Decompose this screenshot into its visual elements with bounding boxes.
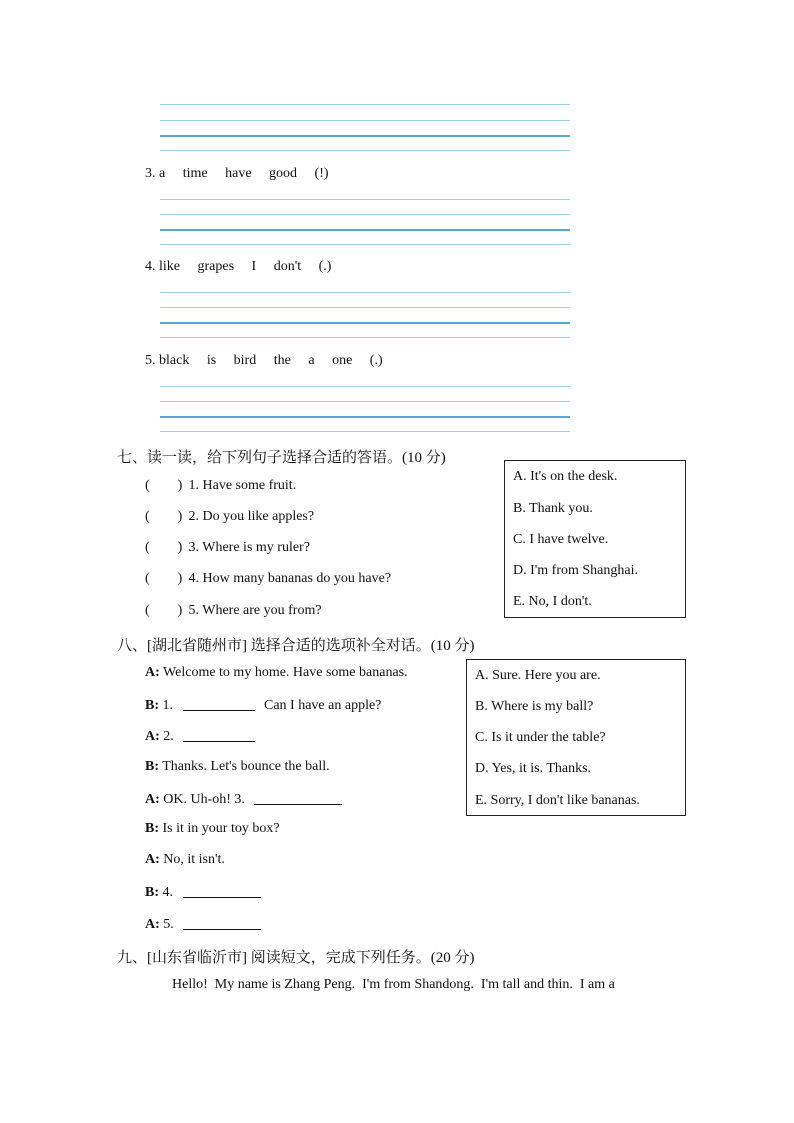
writing-lines-5[interactable] bbox=[160, 386, 570, 432]
answer-blank[interactable] bbox=[183, 696, 255, 711]
reorder-item-3 bbox=[145, 166, 343, 182]
answer-blank[interactable] bbox=[183, 727, 255, 742]
option-item: B. Thank you. bbox=[513, 501, 593, 516]
word: have bbox=[225, 166, 252, 181]
speaker: B: bbox=[145, 821, 159, 836]
dialogue-line bbox=[145, 727, 261, 745]
word: like bbox=[159, 259, 180, 274]
question-text: 3. Where is my ruler? bbox=[188, 540, 310, 555]
word: one bbox=[332, 353, 353, 368]
word: black bbox=[159, 353, 190, 368]
option-item: A. It's on the desk. bbox=[513, 469, 618, 484]
speaker: B: bbox=[145, 698, 159, 713]
options-box-8 bbox=[466, 659, 686, 816]
dialogue-line bbox=[145, 883, 267, 901]
answer-bracket[interactable]: ( ) bbox=[145, 571, 183, 586]
option-item: C. Is it under the table? bbox=[475, 730, 606, 745]
section-9-title: 九、[山东省临沂市] 阅读短文，完成下列任务。(20 分) bbox=[117, 950, 475, 966]
word: bird bbox=[233, 353, 257, 368]
answer-bracket[interactable]: ( ) bbox=[145, 540, 183, 555]
item-number: 5. bbox=[145, 353, 156, 368]
line-text: 1. bbox=[162, 698, 173, 713]
question-text: 2. Do you like apples? bbox=[188, 509, 315, 524]
option-item: D. Yes, it is. Thanks. bbox=[475, 761, 592, 776]
dialogue-line bbox=[145, 790, 348, 808]
answer-bracket[interactable]: ( ) bbox=[145, 603, 183, 618]
option-item: B. Where is my ball? bbox=[475, 699, 594, 714]
passage-text: Hello! My name is Zhang Peng. I'm from Shandong. I'm tall and thin. I am a bbox=[172, 977, 615, 992]
line-text: Thanks. Let's bounce the ball. bbox=[162, 759, 330, 774]
line-text: Is it in your toy box? bbox=[162, 821, 280, 836]
word: (!) bbox=[314, 166, 329, 181]
writing-lines-2[interactable] bbox=[160, 104, 570, 150]
word: good bbox=[269, 166, 298, 181]
dialogue-line bbox=[145, 696, 381, 714]
section-8-title: 八、[湖北省随州市] 选择合适的选项补全对话。(10 分) bbox=[117, 638, 475, 654]
question-text: 1. Have some fruit. bbox=[188, 478, 297, 493]
answer-blank[interactable] bbox=[183, 883, 261, 898]
dialogue-line bbox=[145, 852, 225, 868]
word: (.) bbox=[318, 259, 332, 274]
answer-bracket[interactable]: ( ) bbox=[145, 478, 183, 493]
word: I bbox=[251, 259, 257, 274]
item-number: 4. bbox=[145, 259, 156, 274]
reorder-item-4 bbox=[145, 259, 345, 275]
question-row bbox=[145, 571, 391, 587]
question-row bbox=[145, 540, 310, 556]
word: grapes bbox=[197, 259, 235, 274]
line-text: OK. Uh-oh! 3. bbox=[163, 792, 245, 807]
speaker: A: bbox=[145, 852, 160, 867]
speaker: A: bbox=[145, 729, 160, 744]
option-item: D. I'm from Shanghai. bbox=[513, 563, 639, 578]
option-item: E. Sorry, I don't like bananas. bbox=[475, 793, 640, 808]
dialogue-line bbox=[145, 665, 408, 681]
answer-bracket[interactable]: ( ) bbox=[145, 509, 183, 524]
question-row bbox=[145, 478, 296, 494]
word: is bbox=[206, 353, 217, 368]
answer-blank[interactable] bbox=[254, 790, 342, 805]
line-text: Welcome to my home. Have some bananas. bbox=[163, 665, 408, 680]
word: don't bbox=[273, 259, 302, 274]
speaker: A: bbox=[145, 665, 160, 680]
line-text: 4. bbox=[162, 885, 173, 900]
line-text-after: Can I have an apple? bbox=[264, 698, 382, 713]
writing-lines-4[interactable] bbox=[160, 292, 570, 338]
word: the bbox=[273, 353, 291, 368]
section-7-title: 七、读一读，给下列句子选择合适的答语。(10 分) bbox=[117, 450, 446, 466]
word: (.) bbox=[369, 353, 383, 368]
line-text: No, it isn't. bbox=[163, 852, 225, 867]
speaker: B: bbox=[145, 885, 159, 900]
speaker: B: bbox=[145, 759, 159, 774]
speaker: A: bbox=[145, 792, 160, 807]
answer-blank[interactable] bbox=[183, 915, 261, 930]
writing-lines-3[interactable] bbox=[160, 199, 570, 245]
reorder-item-5 bbox=[145, 353, 397, 369]
word: a bbox=[308, 353, 315, 368]
question-row bbox=[145, 603, 322, 619]
dialogue-line bbox=[145, 759, 330, 775]
options-box-7 bbox=[504, 460, 686, 618]
question-row bbox=[145, 509, 314, 525]
item-number: 3. bbox=[145, 166, 156, 181]
option-item: C. I have twelve. bbox=[513, 532, 609, 547]
dialogue-line bbox=[145, 821, 280, 837]
line-text: 2. bbox=[163, 729, 174, 744]
speaker: A: bbox=[145, 917, 160, 932]
word: a bbox=[159, 166, 166, 181]
word: time bbox=[182, 166, 208, 181]
dialogue-line bbox=[145, 915, 267, 933]
option-item: E. No, I don't. bbox=[513, 594, 592, 609]
line-text: 5. bbox=[163, 917, 174, 932]
question-text: 5. Where are you from? bbox=[188, 603, 322, 618]
option-item: A. Sure. Here you are. bbox=[475, 668, 601, 683]
question-text: 4. How many bananas do you have? bbox=[188, 571, 392, 586]
